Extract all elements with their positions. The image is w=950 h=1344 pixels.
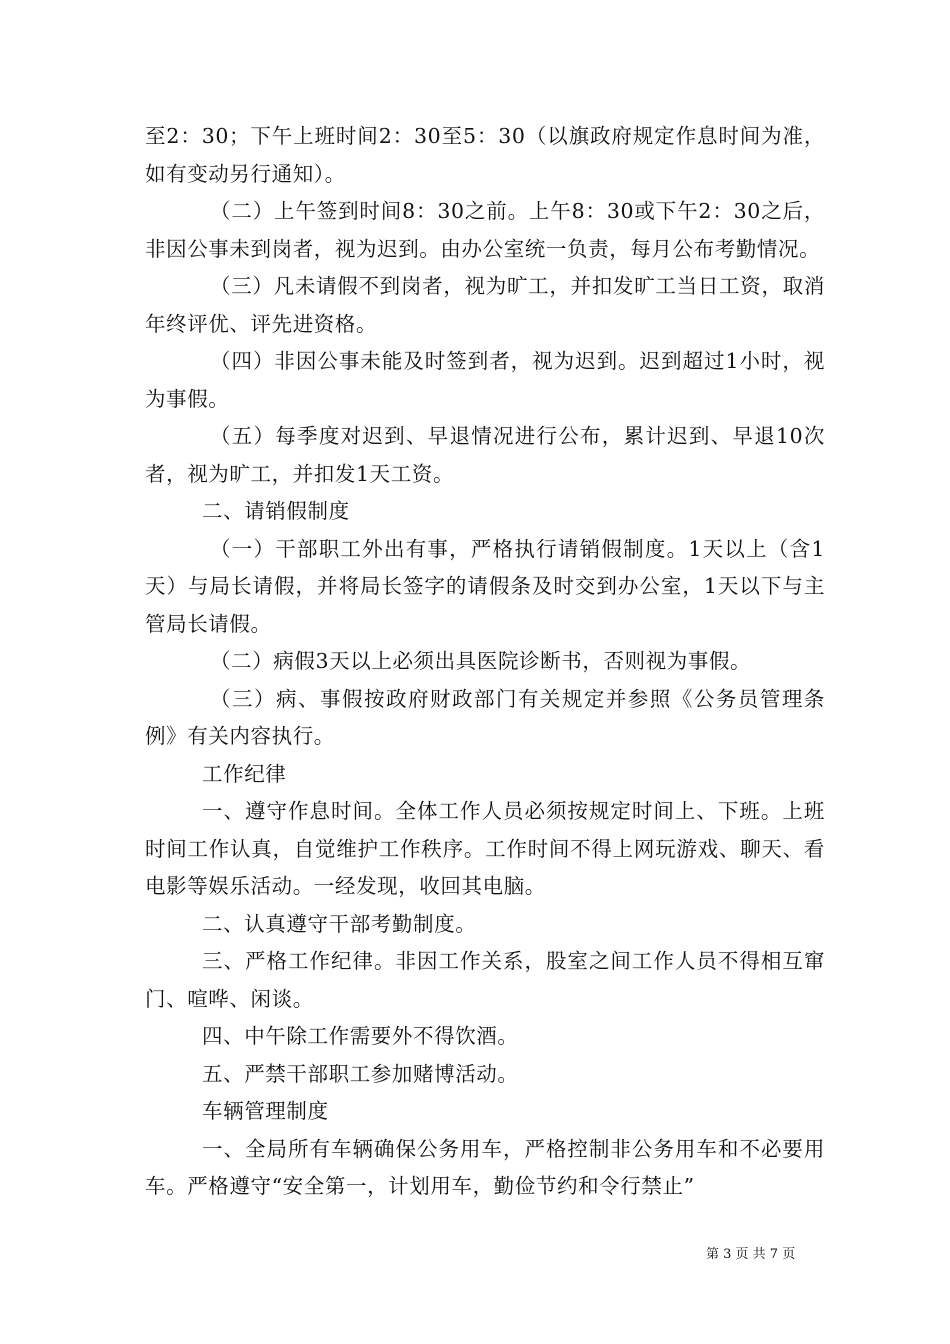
paragraph-late-sign-in: （四）非因公事未能及时签到者，视为迟到。迟到超过1小时，视为事假。 — [145, 349, 825, 411]
section-heading-vehicle-management: 车辆管理制度 — [202, 1099, 329, 1123]
paragraph-leave-request: （一）干部职工外出有事，严格执行请销假制度。1天以上（含1天）与局长请假，并将局长签字的请假条及时交到办公室，1天以下与主管局长请假。 — [145, 536, 825, 636]
paragraph-leave-regulations: （三）病、事假按政府财政部门有关规定并参照《公务员管理条例》有关内容执行。 — [145, 686, 825, 748]
paragraph-discipline-3: 三、严格工作纪律。非因工作关系，股室之间工作人员不得相互窜门、喧哗、闲谈。 — [145, 949, 825, 1011]
paragraph-discipline-1: 一、遵守作息时间。全体工作人员必须按规定时间上、下班。上班时间工作认真，自觉维护工作秩序。工作时间不得上网玩游戏、聊天、看电影等娱乐活动。一经发现，收回其电脑。 — [145, 799, 825, 898]
paragraph-discipline-5: 五、严禁干部职工参加赌博活动。 — [202, 1061, 519, 1086]
paragraph-vehicle-1: 一、全局所有车辆确保公务用车，严格控制非公务用车和不必要用车。严格遵守“安全第一，计划用车，勤俭节约和令行禁止” — [145, 1136, 825, 1198]
paragraph-absenteeism: （三）凡未请假不到岗者，视为旷工，并扣发旷工当日工资，取消年终评优、评先进资格。 — [145, 274, 825, 336]
page-number-footer: 第 3 页 共 7 页 — [706, 1247, 796, 1262]
document-body — [145, 118, 825, 1206]
paragraph-discipline-2: 二、认真遵守干部考勤制度。 — [202, 911, 477, 936]
paragraph-work-hours-continued: 至2：30；下午上班时间2：30至5：30（以旗政府规定作息时间为准，如有变动另行通知）。 — [145, 124, 825, 186]
paragraph-sign-in-time: （二）上午签到时间8：30之前。上午8：30或下午2：30之后，非因公事未到岗者，视为迟到。由办公室统一负责，每月公布考勤情况。 — [145, 199, 825, 261]
paragraph-discipline-4: 四、中午除工作需要外不得饮酒。 — [202, 1024, 519, 1048]
section-heading-leave-system: 二、请销假制度 — [202, 499, 350, 523]
section-heading-work-discipline: 工作纪律 — [202, 761, 287, 786]
paragraph-sick-leave: （二）病假3天以上必须出具医院诊断书，否则视为事假。 — [210, 649, 752, 673]
paragraph-quarterly-report: （五）每季度对迟到、早退情况进行公布，累计迟到、早退10次者，视为旷工，并扣发1天工资。 — [145, 424, 825, 486]
